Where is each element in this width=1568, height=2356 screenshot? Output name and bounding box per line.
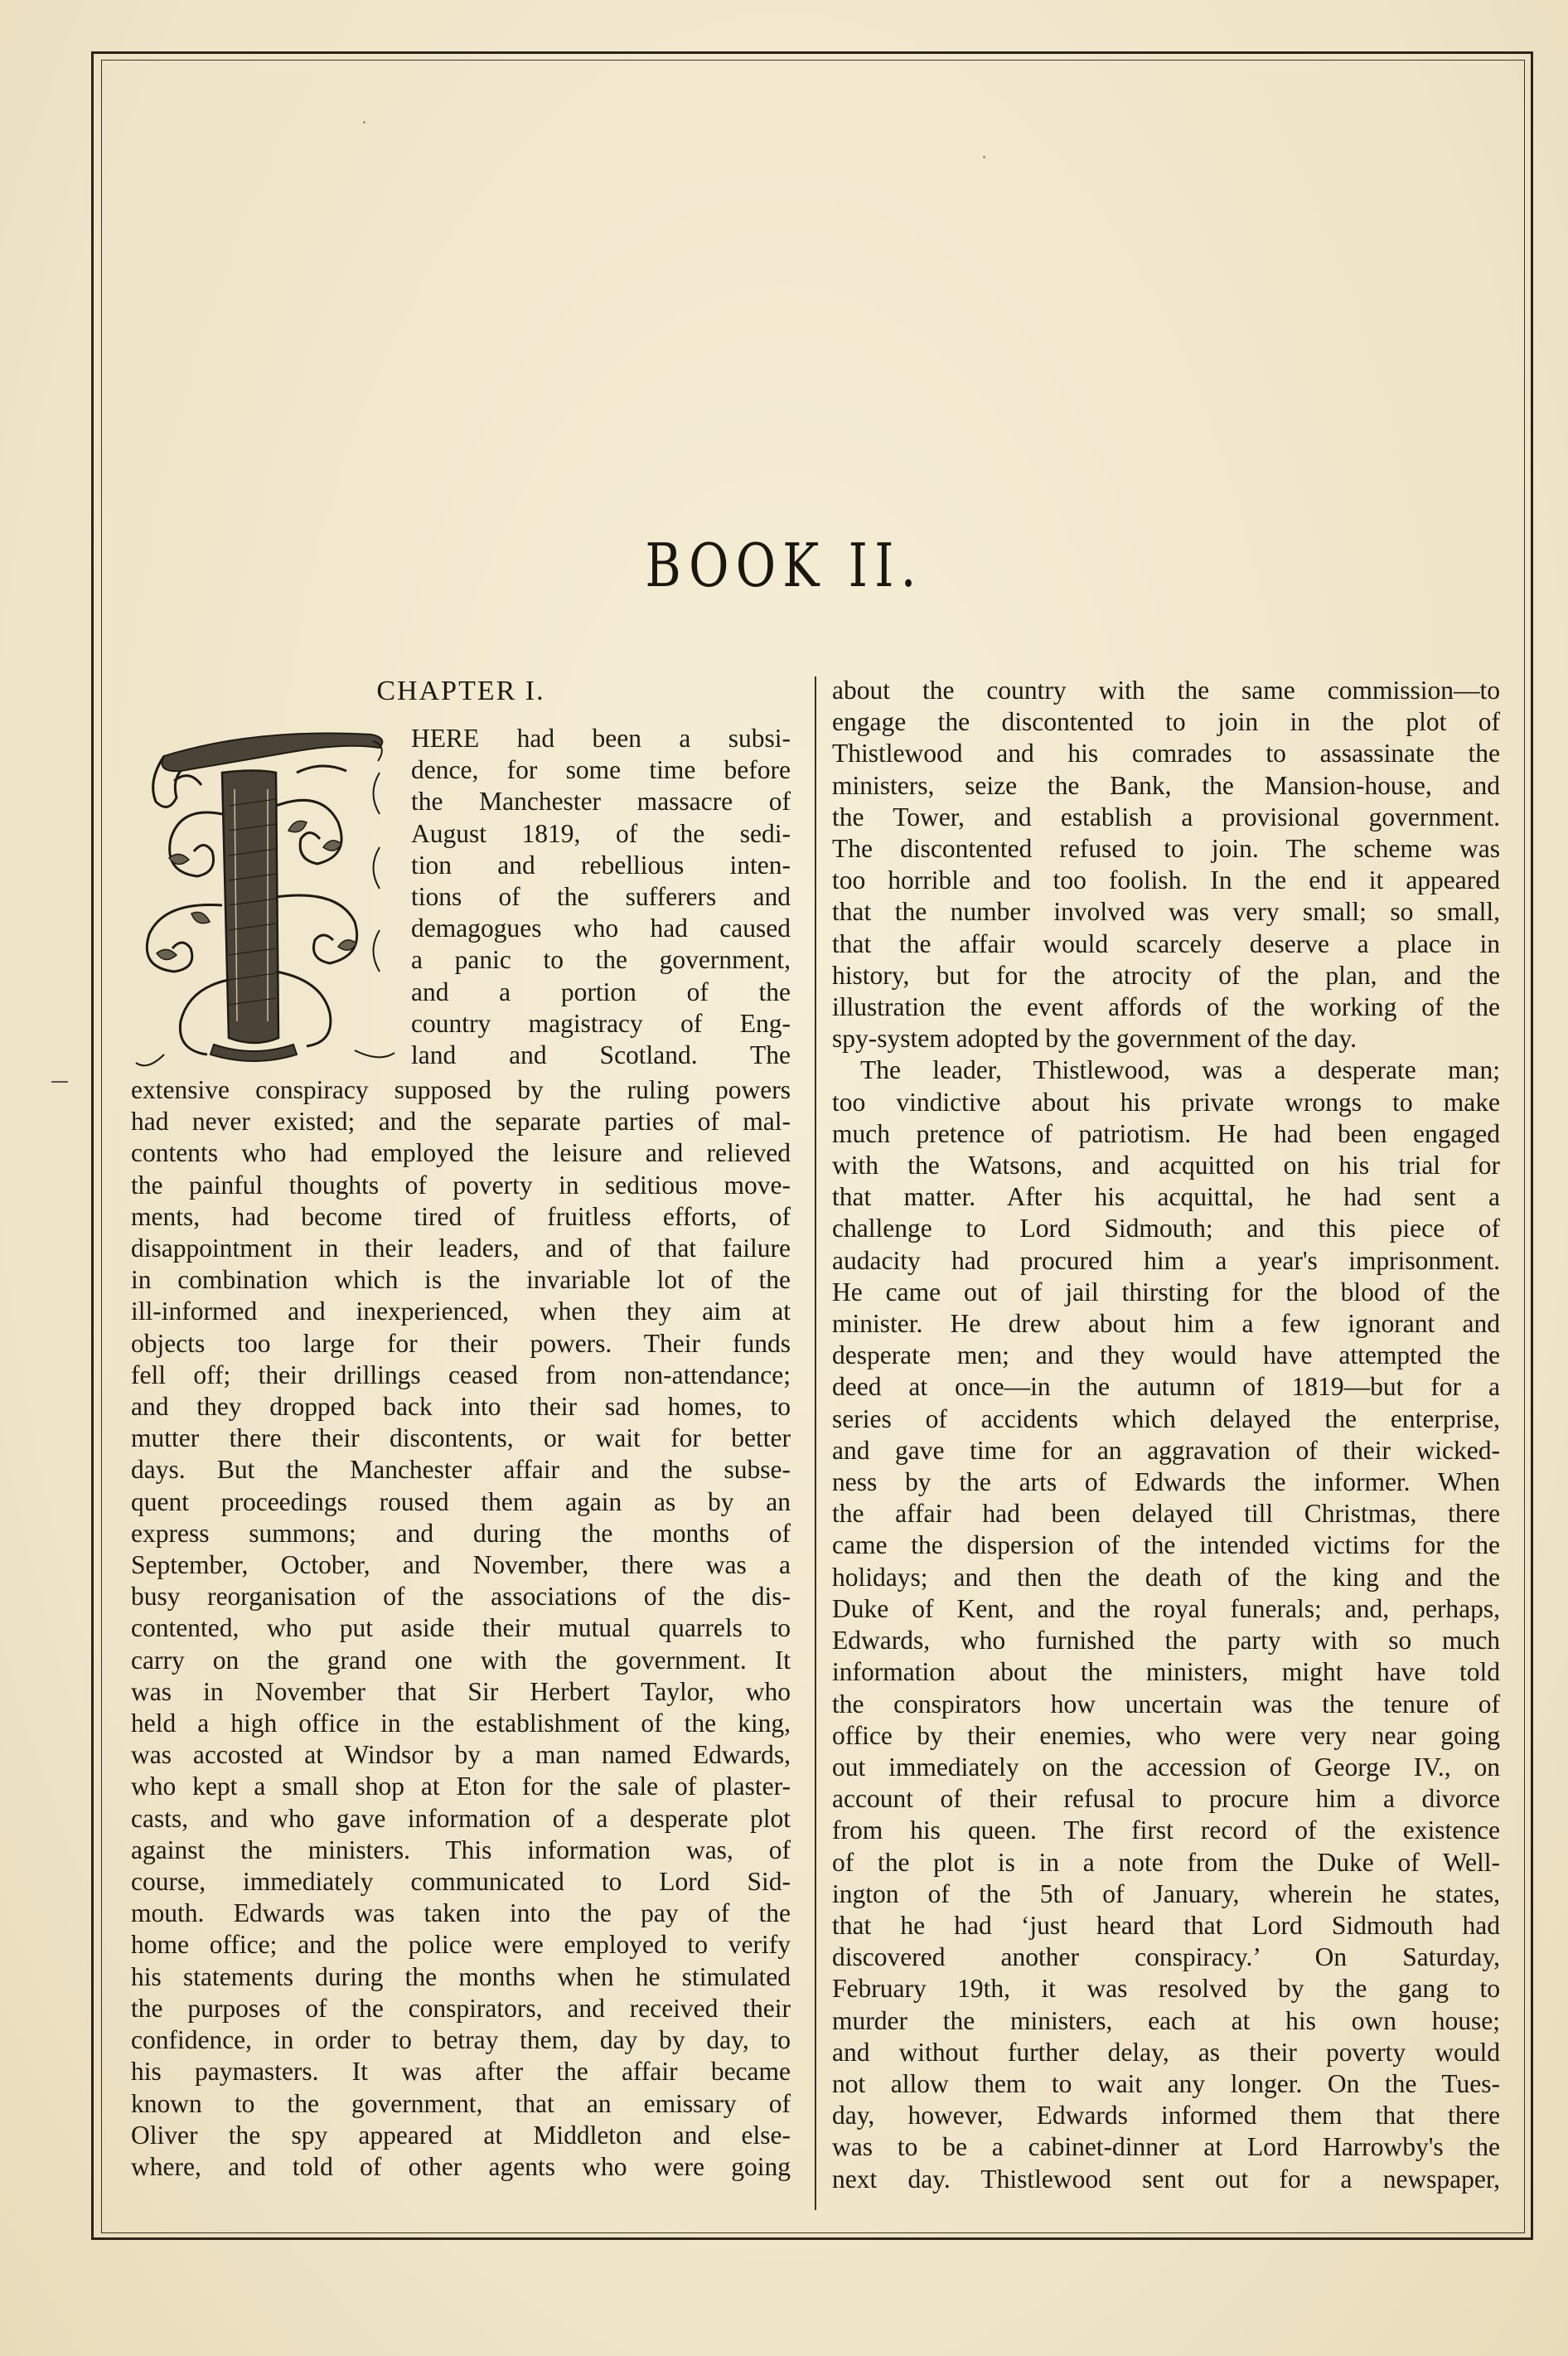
text-line: holidays; and then the death of the king and the bbox=[832, 1562, 1500, 1592]
paper-speck bbox=[363, 121, 365, 124]
text-line: carry on the grand one with the government. It bbox=[131, 1645, 791, 1675]
text-line: extensive conspiracy supposed by the ruling powers bbox=[131, 1075, 791, 1104]
text-line: a panic to the government, bbox=[411, 945, 791, 975]
text-line: held a high office in the establishment of the king, bbox=[131, 1709, 791, 1738]
text-line: Edwards, who furnished the party with so much bbox=[832, 1626, 1500, 1656]
text-line: came the dispersion of the intended victims for the bbox=[832, 1530, 1500, 1560]
text-line: HERE had been a subsi- bbox=[411, 724, 791, 753]
text-line: the Manchester massacre of bbox=[411, 787, 791, 817]
text-line: confidence, in order to betray them, day by day, to bbox=[131, 2025, 791, 2055]
text-line: his paymasters. It was after the affair became bbox=[131, 2057, 791, 2087]
text-line: Oliver the spy appeared at Middleton and else- bbox=[131, 2120, 791, 2150]
text-line: that the number involved was very small; so small, bbox=[832, 897, 1500, 927]
text-line: that he had ‘just heard that Lord Sidmouth had bbox=[832, 1910, 1500, 1940]
text-line: February 19th, it was resolved by the gang to bbox=[832, 1974, 1500, 2004]
text-line: out immediately on the accession of George IV., on bbox=[832, 1752, 1500, 1782]
text-line: casts, and who gave information of a desperate plot bbox=[131, 1803, 791, 1833]
text-line: tions of the sufferers and bbox=[411, 882, 791, 912]
text-line: information about the ministers, might have told bbox=[832, 1657, 1500, 1687]
text-line: account of their refusal to procure him a divorce bbox=[832, 1784, 1500, 1814]
text-line: ness by the arts of Edwards the informer. When bbox=[832, 1467, 1500, 1497]
text-line: series of accidents which delayed the enterprise, bbox=[832, 1403, 1500, 1433]
text-line: in combination which is the invariable lot of the bbox=[131, 1265, 791, 1295]
text-line: Thistlewood and his comrades to assassinate the bbox=[832, 739, 1500, 768]
text-line: ments, had become tired of fruitless efforts, of bbox=[131, 1201, 791, 1231]
text-line: where, and told of other agents who were going bbox=[131, 2151, 791, 2181]
text-line: mouth. Edwards was taken into the pay of the bbox=[131, 1898, 791, 1928]
text-line: that matter. After his acquittal, he had sent a bbox=[832, 1182, 1500, 1212]
text-line: that the affair would scarcely deserve a place in bbox=[832, 928, 1500, 958]
text-line: not allow them to wait any longer. On the Tues- bbox=[832, 2068, 1500, 2098]
text-line: about the country with the same commission—to bbox=[832, 676, 1500, 705]
text-line: was in November that Sir Herbert Taylor, who bbox=[131, 1676, 791, 1706]
text-line: course, immediately communicated to Lord Sid- bbox=[131, 1867, 791, 1897]
text-line: too vindictive about his private wrongs to make bbox=[832, 1087, 1500, 1117]
text-line: and a portion of the bbox=[411, 977, 791, 1006]
text-line: objects too large for their powers. Their funds bbox=[131, 1328, 791, 1358]
text-line: the Tower, and establish a provisional government. bbox=[832, 802, 1500, 831]
text-line: against the ministers. This information was, of bbox=[131, 1835, 791, 1864]
text-line: murder the ministers, each at his own house; bbox=[832, 2005, 1500, 2035]
text-line: day, however, Edwards informed them that there bbox=[832, 2101, 1500, 2131]
text-line: known to the government, that an emissary of bbox=[131, 2088, 791, 2118]
text-line: The discontented refused to join. The scheme was bbox=[832, 834, 1500, 864]
text-line: audacity had procured him a year's imprisonment. bbox=[832, 1245, 1500, 1275]
text-line: mutter there their discontents, or wait for better bbox=[131, 1423, 791, 1453]
text-line: with the Watsons, and acquitted on his trial for bbox=[832, 1151, 1500, 1180]
text-line: history, but for the atrocity of the plan, and the bbox=[832, 960, 1500, 990]
text-line: land and Scotland. The bbox=[411, 1040, 791, 1070]
text-line: August 1819, of the sedi- bbox=[411, 818, 791, 848]
text-line: ington of the 5th of January, wherein he states, bbox=[832, 1878, 1500, 1908]
text-line: spy-system adopted by the government of the day. bbox=[832, 1024, 1357, 1054]
text-line: The leader, Thistlewood, was a desperate man; bbox=[860, 1055, 1500, 1085]
text-line: was accosted at Windsor by a man named Edwards, bbox=[131, 1740, 791, 1770]
text-line: and without further delay, as their poverty would bbox=[832, 2037, 1500, 2067]
text-line: demagogues who had caused bbox=[411, 914, 791, 943]
text-line: disappointment in their leaders, and of that failure bbox=[131, 1234, 791, 1263]
text-line: the conspirators how uncertain was the tenure of bbox=[832, 1689, 1500, 1719]
text-line: days. But the Manchester affair and the subse- bbox=[131, 1455, 791, 1485]
text-line: engage the discontented to join in the plot of bbox=[832, 707, 1500, 737]
text-line: ministers, seize the Bank, the Mansion-house, and bbox=[832, 770, 1500, 800]
text-line: September, October, and November, there was a bbox=[131, 1550, 791, 1580]
text-line: tion and rebellious inten- bbox=[411, 850, 791, 880]
text-line: his statements during the months when he stimulated bbox=[131, 1961, 791, 1991]
text-line: the painful thoughts of poverty in seditious move- bbox=[131, 1170, 791, 1200]
text-line: country magistracy of Eng- bbox=[411, 1008, 791, 1038]
text-line: of the plot is in a note from the Duke of Well- bbox=[832, 1847, 1500, 1877]
margin-mark bbox=[51, 1081, 68, 1083]
text-line: Duke of Kent, and the royal funerals; and, perhaps, bbox=[832, 1593, 1500, 1623]
text-line: minister. He drew about him a few ignorant and bbox=[832, 1309, 1500, 1339]
text-line: next day. Thistlewood sent out for a newspaper, bbox=[832, 2164, 1500, 2194]
left-column bbox=[131, 675, 791, 2183]
text-line: too horrible and too foolish. In the end it appeared bbox=[832, 865, 1500, 895]
text-line: the affair had been delayed till Christmas, there bbox=[832, 1499, 1500, 1529]
text-line: He came out of jail thirsting for the blood of the bbox=[832, 1277, 1500, 1306]
text-line: ill-informed and inexperienced, when they aim at bbox=[131, 1297, 791, 1326]
text-line: was to be a cabinet-dinner at Lord Harrowby's the bbox=[832, 2132, 1500, 2162]
text-line: illustration the event affords of the working of the bbox=[832, 992, 1500, 1022]
text-line: home office; and the police were employed to verify bbox=[131, 1930, 791, 1960]
text-line: who kept a small shop at Eton for the sale of plaster- bbox=[131, 1772, 791, 1801]
text-line: deed at once—in the autumn of 1819—but for a bbox=[832, 1372, 1500, 1402]
right-column bbox=[832, 675, 1500, 2195]
text-line: much pretence of patriotism. He had been engaged bbox=[832, 1118, 1500, 1148]
text-line: office by their enemies, who were very near going bbox=[832, 1720, 1500, 1750]
text-line: had never existed; and the separate parties of mal- bbox=[131, 1107, 791, 1137]
text-line: contents who had employed the leisure and relieved bbox=[131, 1138, 791, 1168]
ornamental-initial-icon bbox=[131, 723, 401, 1071]
text-line: contented, who put aside their mutual quarrels to bbox=[131, 1613, 791, 1643]
text-line: challenge to Lord Sidmouth; and this piece of bbox=[832, 1214, 1500, 1243]
text-line: dence, for some time before bbox=[411, 755, 791, 785]
chapter-heading: CHAPTER I. bbox=[376, 676, 545, 706]
column-divider bbox=[815, 676, 816, 2210]
text-line: discovered another conspiracy.’ On Saturday, bbox=[832, 1942, 1500, 1972]
text-line: busy reorganisation of the associations of the dis- bbox=[131, 1582, 791, 1612]
text-line: and gave time for an aggravation of their wicked- bbox=[832, 1435, 1500, 1465]
text-line: the purposes of the conspirators, and received their bbox=[131, 1993, 791, 2023]
text-line: desperate men; and they would have attempted the bbox=[832, 1340, 1500, 1370]
text-line: express summons; and during the months of bbox=[131, 1518, 791, 1548]
text-line: fell off; their drillings ceased from non-attendance; bbox=[131, 1360, 791, 1389]
text-line: and they dropped back into their sad homes, to bbox=[131, 1392, 791, 1422]
paper-speck bbox=[983, 156, 985, 158]
book-title: BOOK II. bbox=[645, 531, 923, 600]
text-line: quent proceedings roused them again as by an bbox=[131, 1486, 791, 1516]
decorated-initial-letter bbox=[131, 723, 401, 1071]
text-line: from his queen. The first record of the existence bbox=[832, 1815, 1500, 1845]
